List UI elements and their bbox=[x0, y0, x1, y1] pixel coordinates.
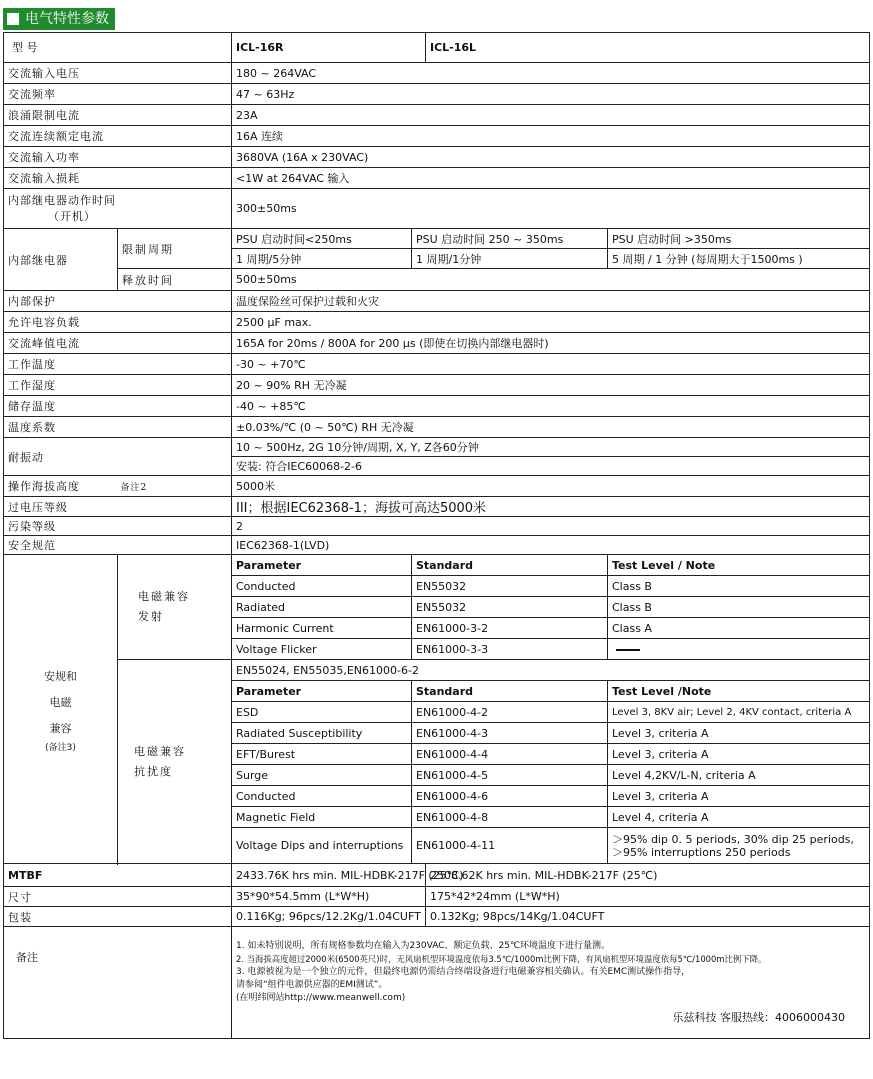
spec-row bbox=[4, 291, 870, 312]
row-label: 温度系数 bbox=[4, 417, 232, 438]
emc-label-note: (备注3) bbox=[45, 743, 76, 753]
emission-header-param: Parameter bbox=[232, 555, 412, 576]
emission-param: Harmonic Current bbox=[232, 618, 412, 639]
row-label: 工作温度 bbox=[4, 354, 232, 375]
row-value: <1W at 264VAC 输入 bbox=[232, 168, 870, 189]
size-row bbox=[4, 887, 870, 907]
note-5: (在明纬网站http://www.meanwell.com) bbox=[236, 993, 406, 1003]
square-icon bbox=[7, 13, 19, 25]
immunity-level: Level 4,2KV/L-N, criteria A bbox=[608, 765, 870, 786]
emission-header-std: Standard bbox=[412, 555, 608, 576]
mtbf-row bbox=[4, 864, 870, 887]
limit-cell: 1 周期/5分钟 bbox=[232, 249, 412, 269]
row-label: 交流连续额定电流 bbox=[4, 126, 232, 147]
emission-level bbox=[608, 639, 870, 660]
emc-label-2: 电磁 bbox=[49, 696, 72, 709]
model-value-r: ICL-16R bbox=[232, 33, 426, 63]
immunity-header-param: Parameter bbox=[232, 681, 412, 702]
package-label: 包装 bbox=[4, 907, 232, 927]
immunity-param: Magnetic Field bbox=[232, 807, 412, 828]
vibration-value-2: 安装: 符合IEC60068-2-6 bbox=[232, 457, 870, 476]
mtbf-value-r: 2433.76K hrs min. MIL-HDBK-217F (25℃) bbox=[232, 864, 426, 887]
spec-row bbox=[4, 333, 870, 354]
model-row bbox=[4, 33, 870, 63]
emission-std: EN61000-3-3 bbox=[412, 639, 608, 660]
row-label: 交流输入电压 bbox=[4, 63, 232, 84]
relay-time-label-2: （开机） bbox=[48, 209, 96, 223]
dips-level-2: ＞95% interruptions 250 periods bbox=[612, 845, 791, 859]
limit-cell: PSU 启动时间 >350ms bbox=[608, 229, 870, 249]
spec-row bbox=[4, 517, 870, 536]
row-value: 3680VA (16A x 230VAC) bbox=[232, 147, 870, 168]
mtbf-value-l: 2508.62K hrs min. MIL-HDBK-217F (25℃) bbox=[426, 864, 870, 887]
notes-content bbox=[232, 927, 870, 1039]
emission-param: Radiated bbox=[232, 597, 412, 618]
immunity-level: Level 4, criteria A bbox=[608, 807, 870, 828]
spec-row bbox=[4, 168, 870, 189]
immunity-label bbox=[118, 660, 232, 864]
emc-label bbox=[4, 555, 118, 864]
safety-label: 安全规范 bbox=[4, 536, 232, 555]
emission-std: EN55032 bbox=[412, 576, 608, 597]
limit-period-label: 限制周期 bbox=[118, 229, 232, 269]
spec-row bbox=[4, 312, 870, 333]
immunity-level bbox=[608, 828, 870, 864]
note-3: 3. 电源被视为是一个独立的元件，但最终电源仍需结合终端设备进行电磁兼容相关确认。有关EMC测试操作指导， bbox=[236, 967, 691, 977]
spec-row bbox=[4, 147, 870, 168]
immunity-header-level: Test Level /Note bbox=[608, 681, 870, 702]
spec-table bbox=[3, 32, 870, 1039]
immunity-param: Conducted bbox=[232, 786, 412, 807]
immunity-param: Surge bbox=[232, 765, 412, 786]
row-label: 交流输入损耗 bbox=[4, 168, 232, 189]
row-label: 浪涌限制电流 bbox=[4, 105, 232, 126]
package-row bbox=[4, 907, 870, 927]
relay-time-label bbox=[4, 189, 232, 229]
emission-param: Conducted bbox=[232, 576, 412, 597]
spec-row bbox=[4, 497, 870, 517]
model-label: 型 号 bbox=[4, 33, 232, 63]
emission-level: Class A bbox=[608, 618, 870, 639]
spec-row bbox=[4, 396, 870, 417]
immunity-param: Voltage Dips and interruptions bbox=[232, 828, 412, 864]
immunity-param: ESD bbox=[232, 702, 412, 723]
row-value: 180 ~ 264VAC bbox=[232, 63, 870, 84]
row-value: 20 ~ 90% RH 无冷凝 bbox=[232, 375, 870, 396]
relay-time-label-1: 内部继电器动作时间 bbox=[8, 193, 116, 207]
altitude-note: 备注2 bbox=[120, 483, 148, 493]
immunity-level: Level 3, criteria A bbox=[608, 786, 870, 807]
relay-row-1 bbox=[4, 229, 870, 249]
row-label: 交流频率 bbox=[4, 84, 232, 105]
emc-label-1: 安规和 bbox=[44, 670, 77, 683]
dash-mark bbox=[616, 649, 640, 651]
overvoltage-label: 过电压等级 bbox=[4, 497, 232, 517]
immunity-std: EN61000-4-3 bbox=[412, 723, 608, 744]
notes-label: 备注 bbox=[4, 927, 232, 1039]
row-value: 16A 连续 bbox=[232, 126, 870, 147]
row-value: 47 ~ 63Hz bbox=[232, 84, 870, 105]
notes-row bbox=[4, 927, 870, 1039]
spec-row bbox=[4, 105, 870, 126]
immunity-level: Level 3, 8KV air; Level 2, 4KV contact, criteria A bbox=[608, 702, 870, 723]
row-label: 储存温度 bbox=[4, 396, 232, 417]
mtbf-label: MTBF bbox=[4, 864, 232, 887]
spec-row bbox=[4, 536, 870, 555]
row-value: 2500 μF max. bbox=[232, 312, 870, 333]
altitude-label-text: 操作海拔高度 bbox=[8, 480, 80, 493]
immunity-std: EN61000-4-11 bbox=[412, 828, 608, 864]
note-4: 请参阅“组件电源供应器的EMI测试”。 bbox=[236, 980, 388, 990]
emission-std: EN55032 bbox=[412, 597, 608, 618]
emission-label bbox=[118, 555, 232, 660]
immunity-std: EN61000-4-2 bbox=[412, 702, 608, 723]
immunity-std-row bbox=[4, 660, 870, 681]
row-value: 温度保险丝可保护过载和火灾 bbox=[232, 291, 870, 312]
limit-cell: 1 周期/1分钟 bbox=[412, 249, 608, 269]
pollution-label: 污染等级 bbox=[4, 517, 232, 536]
immunity-std: EN61000-4-5 bbox=[412, 765, 608, 786]
overvoltage-value: III；根据IEC62368-1；海拔可高达5000米 bbox=[232, 497, 870, 517]
limit-cell: 5 周期 / 1 分钟 (每周期大于1500ms ) bbox=[608, 249, 870, 269]
package-value-l: 0.132Kg; 98pcs/14Kg/1.04CUFT bbox=[426, 907, 870, 927]
spec-row bbox=[4, 126, 870, 147]
vibration-value-1: 10 ~ 500Hz, 2G 10分钟/周期, X, Y, Z各60分钟 bbox=[232, 438, 870, 457]
vibration-row-1 bbox=[4, 438, 870, 457]
immunity-level: Level 3, criteria A bbox=[608, 723, 870, 744]
altitude-label bbox=[4, 476, 232, 497]
relay-row-3 bbox=[4, 269, 870, 291]
emc-label-3: 兼容 bbox=[49, 722, 72, 735]
pollution-value: 2 bbox=[232, 517, 870, 536]
dips-level-1: ＞95% dip 0. 5 periods, 30% dip 25 periods, bbox=[612, 832, 854, 846]
immunity-std: EN61000-4-6 bbox=[412, 786, 608, 807]
spec-row bbox=[4, 417, 870, 438]
immunity-std: EN61000-4-4 bbox=[412, 744, 608, 765]
immunity-standards: EN55024, EN55035,EN61000-6-2 bbox=[232, 660, 870, 681]
immunity-label-2: 抗扰度 bbox=[134, 764, 173, 778]
emission-label-1: 电磁兼容 bbox=[138, 590, 190, 603]
row-value: -30 ~ +70℃ bbox=[232, 354, 870, 375]
release-time-label: 释放时间 bbox=[118, 269, 232, 291]
limit-cell: PSU 启动时间<250ms bbox=[232, 229, 412, 249]
emission-label-2: 发射 bbox=[138, 610, 164, 623]
emission-level: Class B bbox=[608, 576, 870, 597]
relay-label: 内部继电器 bbox=[4, 229, 118, 291]
emc-emission-header bbox=[4, 555, 870, 576]
row-value: 165A for 20ms / 800A for 200 μs (即使在切换内部继电器时) bbox=[232, 333, 870, 354]
immunity-param: EFT/Burest bbox=[232, 744, 412, 765]
immunity-label-1: 电磁兼容 bbox=[134, 744, 186, 758]
vibration-label: 耐振动 bbox=[4, 438, 232, 476]
altitude-value: 5000米 bbox=[232, 476, 870, 497]
relay-time-value: 300±50ms bbox=[232, 189, 870, 229]
note-2: 2. 当海拔高度超过2000米(6500英尺)时，无风扇机型环境温度依每3.5℃/1000m比例下降，有风扇机型环境温度依每5℃/1000m比例下降。 bbox=[236, 954, 767, 964]
spec-row bbox=[4, 63, 870, 84]
row-label: 交流输入功率 bbox=[4, 147, 232, 168]
emission-std: EN61000-3-2 bbox=[412, 618, 608, 639]
immunity-param: Radiated Susceptibility bbox=[232, 723, 412, 744]
relay-time-row bbox=[4, 189, 870, 229]
size-value-r: 35*90*54.5mm (L*W*H) bbox=[232, 887, 426, 907]
package-value-r: 0.116Kg; 96pcs/12.2Kg/1.04CUFT bbox=[232, 907, 426, 927]
emission-level: Class B bbox=[608, 597, 870, 618]
release-time-value: 500±50ms bbox=[232, 269, 870, 291]
immunity-header-std: Standard bbox=[412, 681, 608, 702]
contact-hotline: 乐兹科技 客服热线：4006000430 bbox=[672, 1011, 845, 1024]
row-value: 23A bbox=[232, 105, 870, 126]
spec-row bbox=[4, 84, 870, 105]
row-label: 内部保护 bbox=[4, 291, 232, 312]
safety-value: IEC62368-1(LVD) bbox=[232, 536, 870, 555]
section-title: 电气特性参数 bbox=[25, 11, 109, 27]
section-title-bar bbox=[3, 8, 115, 30]
row-label: 交流峰值电流 bbox=[4, 333, 232, 354]
row-label: 允许电容负载 bbox=[4, 312, 232, 333]
model-value-l: ICL-16L bbox=[426, 33, 870, 63]
limit-cell: PSU 启动时间 250 ~ 350ms bbox=[412, 229, 608, 249]
immunity-std: EN61000-4-8 bbox=[412, 807, 608, 828]
emission-header-level: Test Level / Note bbox=[608, 555, 870, 576]
row-label: 工作湿度 bbox=[4, 375, 232, 396]
row-value: ±0.03%/℃ (0 ~ 50℃) RH 无冷凝 bbox=[232, 417, 870, 438]
spec-row bbox=[4, 354, 870, 375]
row-value: -40 ~ +85℃ bbox=[232, 396, 870, 417]
note-1: 1. 如未特别说明，所有规格参数均在输入为230VAC、额定负载、25℃环境温度下进行量测。 bbox=[236, 941, 611, 951]
altitude-row bbox=[4, 476, 870, 497]
size-value-l: 175*42*24mm (L*W*H) bbox=[426, 887, 870, 907]
immunity-level: Level 3, criteria A bbox=[608, 744, 870, 765]
emission-param: Voltage Flicker bbox=[232, 639, 412, 660]
spec-row bbox=[4, 375, 870, 396]
size-label: 尺寸 bbox=[4, 887, 232, 907]
